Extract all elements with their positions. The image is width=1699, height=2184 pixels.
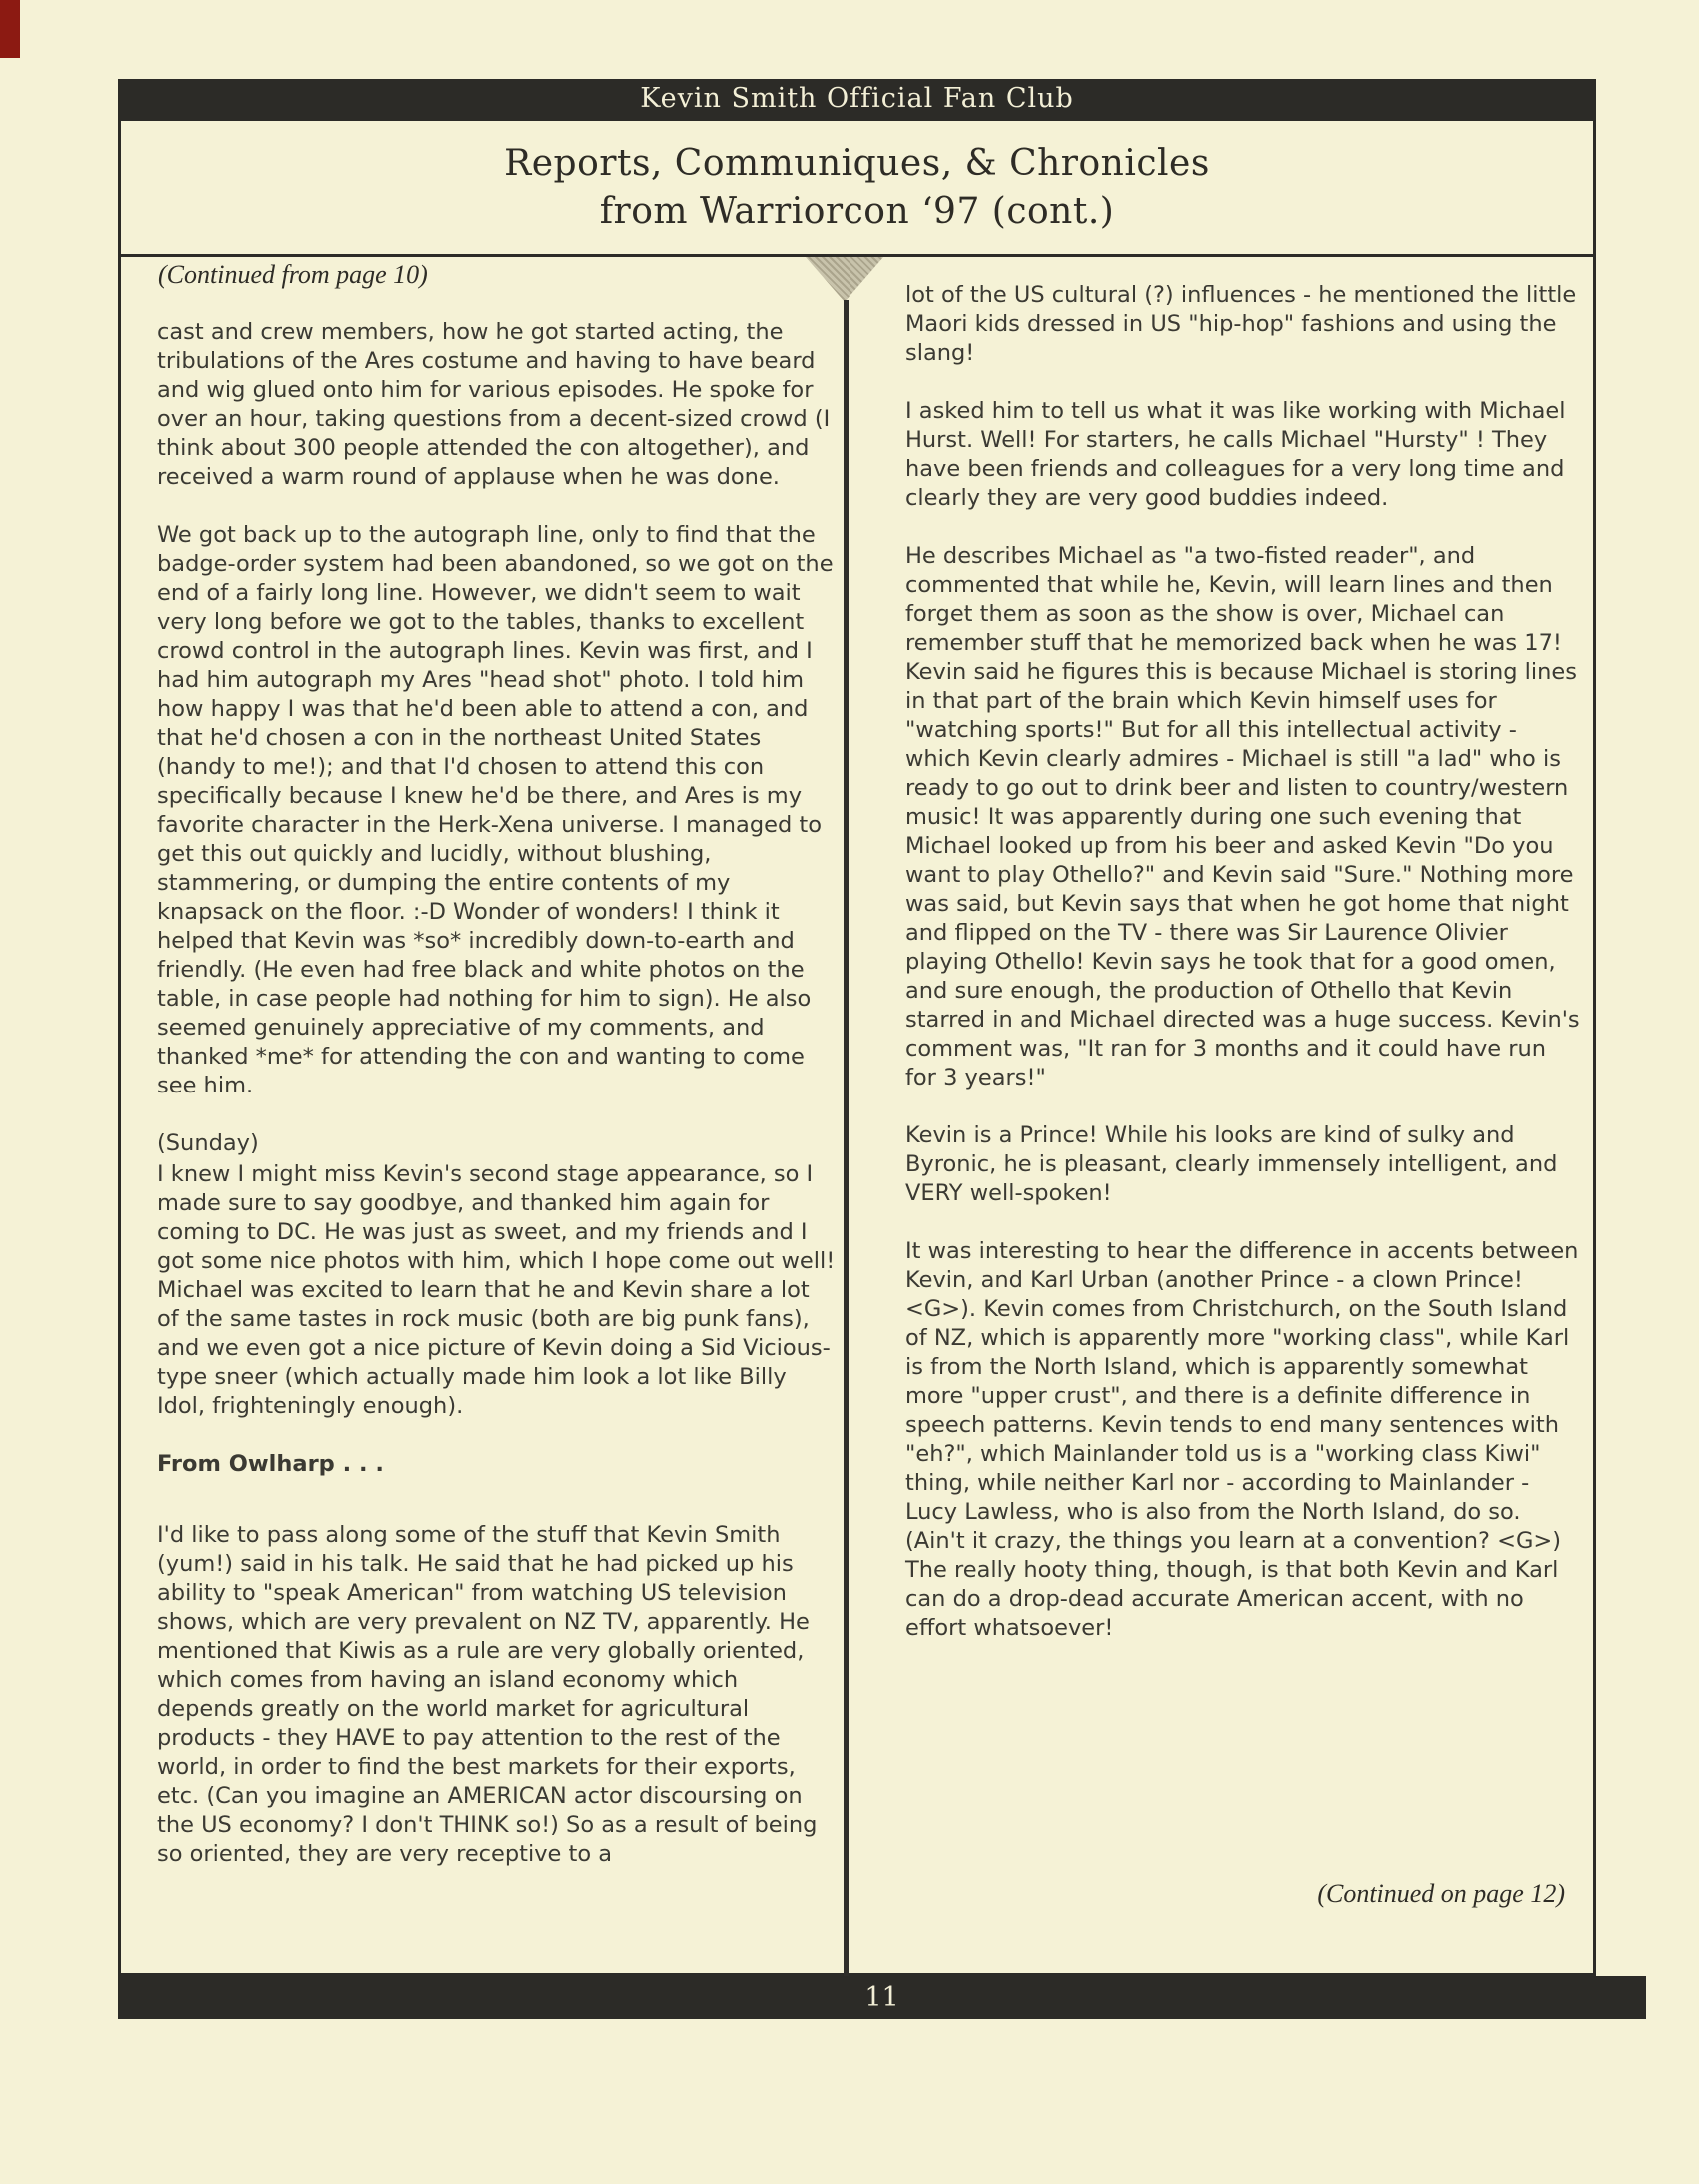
scan-corner-artifact [0, 0, 20, 58]
footer-bar [118, 1976, 1646, 2019]
paragraph: Kevin is a Prince! While his looks are kind of sulky and Byronic, he is pleasant, clearly immensely intelligent, and VERY well-spoken! [905, 1122, 1558, 1206]
column-divider-rule [844, 300, 849, 1976]
masthead [118, 140, 1596, 236]
paragraph: cast and crew members, how he got started acting, the tribulations of the Ares costume and having to have beard and wig glued onto him for various episodes. He spoke for over an hour, taking questions from a decent-sized crowd (I think about 300 people attended the con altogether), and received a warm round of applause when he was done. [157, 319, 831, 490]
right-column [905, 281, 1581, 1672]
paragraph: He describes Michael as "a two-fisted reader", and commented that while he, Kevin, will learn lines and then forget them as soon as the show is over, Michael can remember stuff that he memorized back when he was 17! Kevin said he figures this is because Michael is storing lines in that part of the brain which Kevin himself uses for "watching sports!" But for all this intellectual activity - which Kevin clearly admires - Michael is still "a lad" who is ready to go out to drink beer and listen to country/western music! It was apparently during one such evening that Michael looked up from his beer and asked Kevin "Do you want to play Othello?" and Kevin said "Sure." Nothing more was said, but Kevin says that when he got home that night and flipped on the TV - there was Sir Laurence Olivier playing Othello! Kevin says he took that for a good omen, and sure enough, the production of Othello that Kevin starred in and Michael directed was a huge success. Kevin's comment was, "It ran for 3 months and it could have run for 3 years!" [905, 543, 1580, 1091]
continued-on-note: (Continued on page 12) [1317, 1879, 1565, 1908]
paragraph: I'd like to pass along some of the stuff that Kevin Smith (yum!) said in his talk. He said that he had picked up his ability to "speak American" from watching US television shows, which are very prevalent on NZ TV, apparently. He mentioned that Kiwis as a rule are very globally oriented, which comes from having an island economy which depends greatly on the world market for agricultural products - they HAVE to pay attention to the rest of the world, in order to find the best markets for their exports, etc. (Can you imagine an AMERICAN actor discoursing on the US economy? I don't THINK so!) So as a result of being so oriented, they are very receptive to a [157, 1522, 818, 1867]
header-bar-title: Kevin Smith Official Fan Club [640, 83, 1074, 114]
paragraph: I knew I might miss Kevin's second stage appearance, so I made sure to say goodbye, and thanked him again for coming to DC. He was just as sweet, and my friends and I got some nice photos with him, which I hope come out well! Michael was excited to learn that he and Kevin share a lot of the same tastes in rock music (both are big punk fans), and we even got a nice picture of Kevin doing a Sid Vicious-type sneer (which actually made him look a lot like Billy Idol, frighteningly enough). [157, 1161, 836, 1419]
paragraph: I asked him to tell us what it was like working with Michael Hurst. Well! For starters, he calls Michael "Hursty" ! They have been friends and colleagues for a very long time and clearly they are very good buddies indeed. [905, 398, 1566, 511]
header-bar [118, 79, 1596, 118]
masthead-title-line1: Reports, Communiques, & Chronicles [504, 143, 1210, 184]
paragraph: From Owlharp . . . [157, 1451, 384, 1477]
paragraph: It was interesting to hear the difference in accents between Kevin, and Karl Urban (another Prince - a clown Prince! <G>). Kevin comes from Christchurch, on the South Island of NZ, which is apparently more "working class", while Karl is from the North Island, which is apparently somewhat more "upper crust", and there is a definite difference in speech patterns. Kevin tends to end many sentences with "eh?", which Mainlander told us is a "working class Kiwi" thing, while neither Karl nor - according to Mainlander - Lucy Lawless, who is also from the North Island, do so. (Ain't it crazy, the things you learn at a convention? <G>) The really hooty thing, though, is that both Kevin and Karl can do a drop-dead accurate American accent, with no effort whatsoever! [905, 1238, 1579, 1641]
masthead-title-line2: from Warriorcon ‘97 (cont.) [599, 191, 1115, 232]
masthead-rule [118, 254, 1596, 257]
paragraph: lot of the US cultural (?) influences - he mentioned the little Maori kids dressed in US "hip-hop" fashions and using the slang! [905, 282, 1577, 366]
paragraph: (Sunday) [157, 1130, 259, 1156]
page-number: 11 [864, 1982, 899, 2013]
paragraph: We got back up to the autograph line, only to find that the badge-order system had been abandoned, so we got on the end of a fairly long line. However, we didn't seem to wait very long before we got to the tables, thanks to excellent crowd control in the autograph lines. Kevin was first, and I had him autograph my Ares "head shot" photo. I told him how happy I was that he'd been able to attend a con, and that he'd chosen a con in the northeast United States (handy to me!); and that I'd chosen to attend this con specifically because I knew he'd be there, and Ares is my favorite character in the Herk-Xena universe. I managed to get this out quickly and lucidly, without blushing, stammering, or dumping the entire contents of my knapsack on the floor. :-D Wonder of wonders! I think it helped that Kevin was *so* incredibly down-to-earth and friendly. (He even had free black and white photos on the table, in case people had nothing for him to sign). He also seemed genuinely appreciative of my comments, and thanked *me* for attending the con and wanting to come see him. [157, 522, 834, 1098]
left-column [157, 318, 837, 1898]
continued-from-note: (Continued from page 10) [158, 260, 428, 289]
